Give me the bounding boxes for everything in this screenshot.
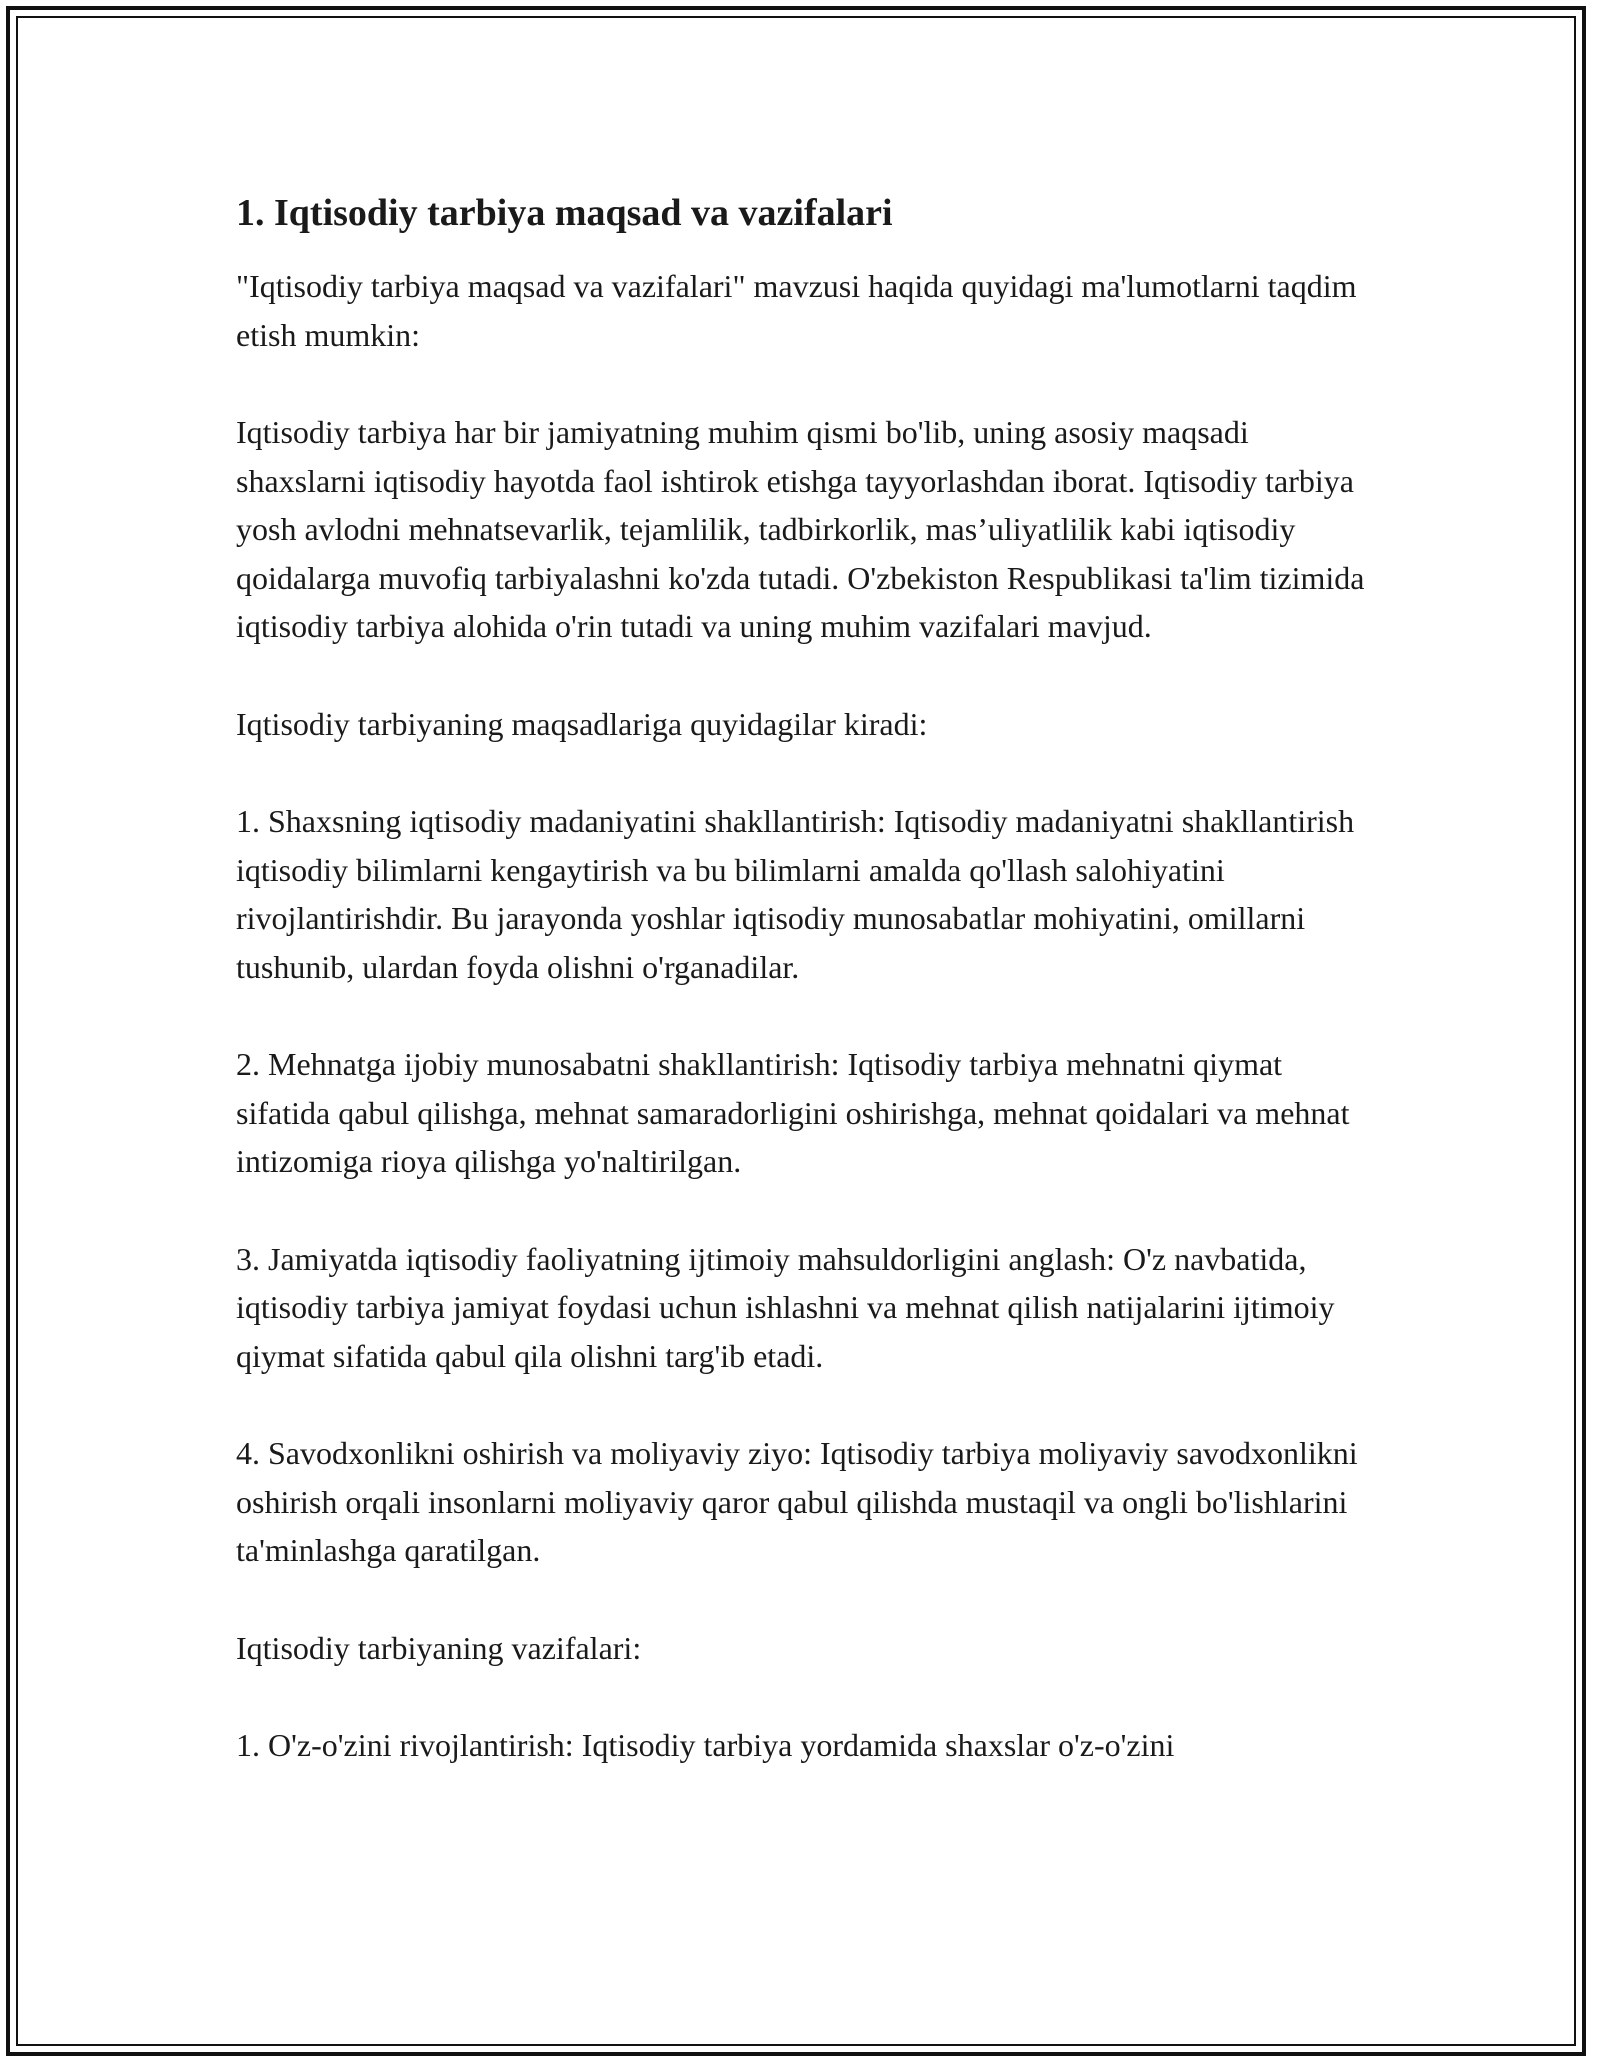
goal-item-2: 2. Mehnatga ijobiy munosabatni shakllantirish: Iqtisodiy tarbiya mehnatni qiymat sifatida qabul qilishga, mehnat samaradorligini oshirishga, mehnat qoidalari va mehnat intizomiga rioya qilishga yo'naltirilgan.	[236, 1046, 1350, 1179]
document-title: 1. Iqtisodiy tarbiya maqsad va vazifalari	[236, 192, 893, 234]
document-body	[236, 186, 1366, 1770]
goal-item-1: 1. Shaxsning iqtisodiy madaniyatini shakllantirish: Iqtisodiy madaniyatni shakllantirish iqtisodiy bilimlarni kengaytirish va bu bilimlarni amalda qo'llash salohiyatini rivojlantirishdir. Bu jarayonda yoshlar iqtisodiy munosabatlar mohiyatini, omillarni tushunib, ulardan foyda olishni o'rganadilar.	[236, 803, 1355, 985]
goal-item-4: 4. Savodxonlikni oshirish va moliyaviy ziyo: Iqtisodiy tarbiya moliyaviy savodxonlikni oshirish orqali insonlarni moliyaviy qaror qabul qilishda mustaqil va ongli bo'lishlarini ta'minlashga qaratilgan.	[236, 1435, 1358, 1568]
overview-paragraph: Iqtisodiy tarbiya har bir jamiyatning muhim qismi bo'lib, uning asosiy maqsadi shaxslarni iqtisodiy hayotda faol ishtirok etishga tayyorlashdan iborat. Iqtisodiy tarbiya yosh avlodni mehnatsevarlik, tejamlilik, tadbirkorlik, mas’uliyatlilik kabi iqtisodiy qoidalarga muvofiq tarbiyalashni ko'zda tutadi. O'zbekiston Respublikasi ta'lim tizimida iqtisodiy tarbiya alohida o'rin tutadi va uning muhim vazifalari mavjud.	[236, 414, 1365, 644]
tasks-heading-paragraph: Iqtisodiy tarbiyaning vazifalari:	[236, 1629, 642, 1666]
intro-paragraph: "Iqtisodiy tarbiya maqsad va vazifalari" mavzusi haqida quyidagi ma'lumotlarni taqdim etish mumkin:	[236, 268, 1357, 353]
task-item-1: 1. O'z-o'zini rivojlantirish: Iqtisodiy tarbiya yordamida shaxslar o'z-o'zini	[236, 1727, 1175, 1763]
goal-item-3: 3. Jamiyatda iqtisodiy faoliyatning ijtimoiy mahsuldorligini anglash: O'z navbatida, iqtisodiy tarbiya jamiyat foydasi uchun ishlashni va mehnat qilish natijalarini ijtimoiy qiymat sifatida qabul qila olishni targ'ib etadi.	[236, 1240, 1335, 1374]
goals-heading-paragraph: Iqtisodiy tarbiyaning maqsadlariga quyidagilar kiradi:	[236, 705, 928, 742]
